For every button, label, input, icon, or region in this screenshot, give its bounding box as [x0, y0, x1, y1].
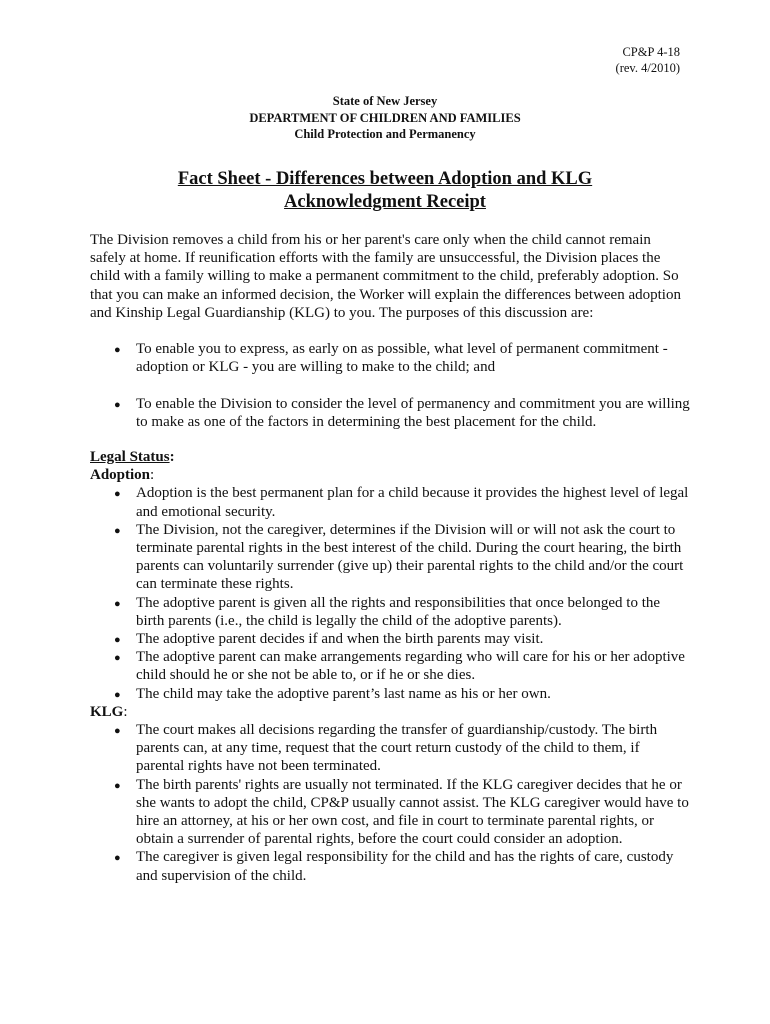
list-item: ● The adoptive parent can make arrangements regarding who will care for his or her adoptive child should he or she not be able to, or if he or she dies. — [114, 649, 685, 684]
list-item: ● The child may take the adoptive parent’s last name as his or her own. — [90, 685, 690, 703]
klg-heading: KLG: — [90, 703, 128, 720]
bullet-icon: ● — [114, 688, 121, 701]
division-name: Child Protection and Permanency — [294, 127, 476, 141]
document-title — [0, 168, 770, 214]
purpose-list-1 — [90, 340, 690, 376]
bullet-icon: ● — [114, 344, 121, 356]
bullet-icon: ● — [114, 634, 121, 647]
intro-paragraph: The Division removes a child from his or her parent's care only when the child cannot remain safely at home. If reunification efforts with the family are unsuccessful, the Division places the child with a family willing to make a permanent commitment to the child, preferably adoption. So that you can make an informed decision, the Worker will explain the differences between adoption and Kinship Legal Guardianship (KLG) to you. The purposes of this discussion are: — [90, 232, 681, 321]
state-name: State of New Jersey — [332, 94, 438, 108]
bullet-icon: ● — [114, 779, 121, 792]
list-item: ● Adoption is the best permanent plan for a child because it provides the highest level of legal and emotional security. — [114, 485, 689, 520]
form-revision: (rev. 4/2010) — [615, 61, 680, 75]
bullet-icon: ● — [114, 524, 121, 537]
agency-header — [0, 93, 770, 143]
list-item: ● The court makes all decisions regarding the transfer of guardianship/custody. The birth parents can, at any time, request that the court return custody of the child to them, if parental rights have not been terminated. — [114, 722, 658, 775]
legal-status-heading: Legal Status: — [90, 449, 175, 465]
purpose-text: To enable the Division to consider the level of permanency and commitment you are willing to make as one of the factors in determining the best placement for the child. — [136, 396, 690, 431]
purpose-text: To enable you to express, as early on as possible, what level of permanent commitment - adoption or KLG - you are willing to make to the child; and — [136, 341, 668, 376]
list-item: ● The adoptive parent decides if and when the birth parents may visit. — [90, 630, 690, 648]
bullet-icon: ● — [114, 852, 121, 865]
list-item: ● The caregiver is given legal responsibility for the child and has the rights of care, custody and supervision of the child. — [114, 849, 674, 884]
list-item: ● The adoptive parent is given all the rights and responsibilities that once belonged to the birth parents (i.e., the child is legally the child of the adoptive parents). — [114, 594, 661, 629]
title-line-2: Acknowledgment Receipt — [284, 192, 486, 212]
bullet-icon: ● — [114, 652, 121, 665]
form-number: CP&P 4-18 — [622, 45, 680, 59]
legal-status-section — [90, 448, 690, 885]
department-name: DEPARTMENT OF CHILDREN AND FAMILIES — [249, 110, 521, 125]
title-line-1: Fact Sheet - Differences between Adoption and KLG — [177, 169, 593, 189]
list-item: ● The Division, not the caregiver, determines if the Division will or will not ask the court to terminate parental rights in the best interest of the child. During the court hearing, the birth parents can voluntarily surrender (give up) their parental rights to the child and/or the court can terminate these rights. — [114, 521, 684, 593]
list-item — [90, 340, 690, 376]
bullet-icon: ● — [114, 725, 121, 738]
adoption-list — [90, 484, 690, 702]
klg-list — [90, 721, 690, 885]
bullet-icon: ● — [114, 399, 121, 411]
form-identifier — [616, 44, 680, 76]
bullet-icon: ● — [114, 488, 121, 501]
list-item: ● The birth parents' rights are usually not terminated. If the KLG caregiver decides that he or she wants to adopt the child, CP&P usually cannot assist. The KLG caregiver would have to hire an attorney, at his or her own cost, and file in court to terminate parental rights, or obtain a surrender of parental rights, before the court could consider an adoption. — [114, 776, 689, 848]
purpose-list-2 — [90, 395, 690, 431]
list-item — [90, 395, 690, 431]
adoption-heading: Adoption: — [90, 467, 155, 484]
bullet-icon: ● — [114, 597, 121, 610]
